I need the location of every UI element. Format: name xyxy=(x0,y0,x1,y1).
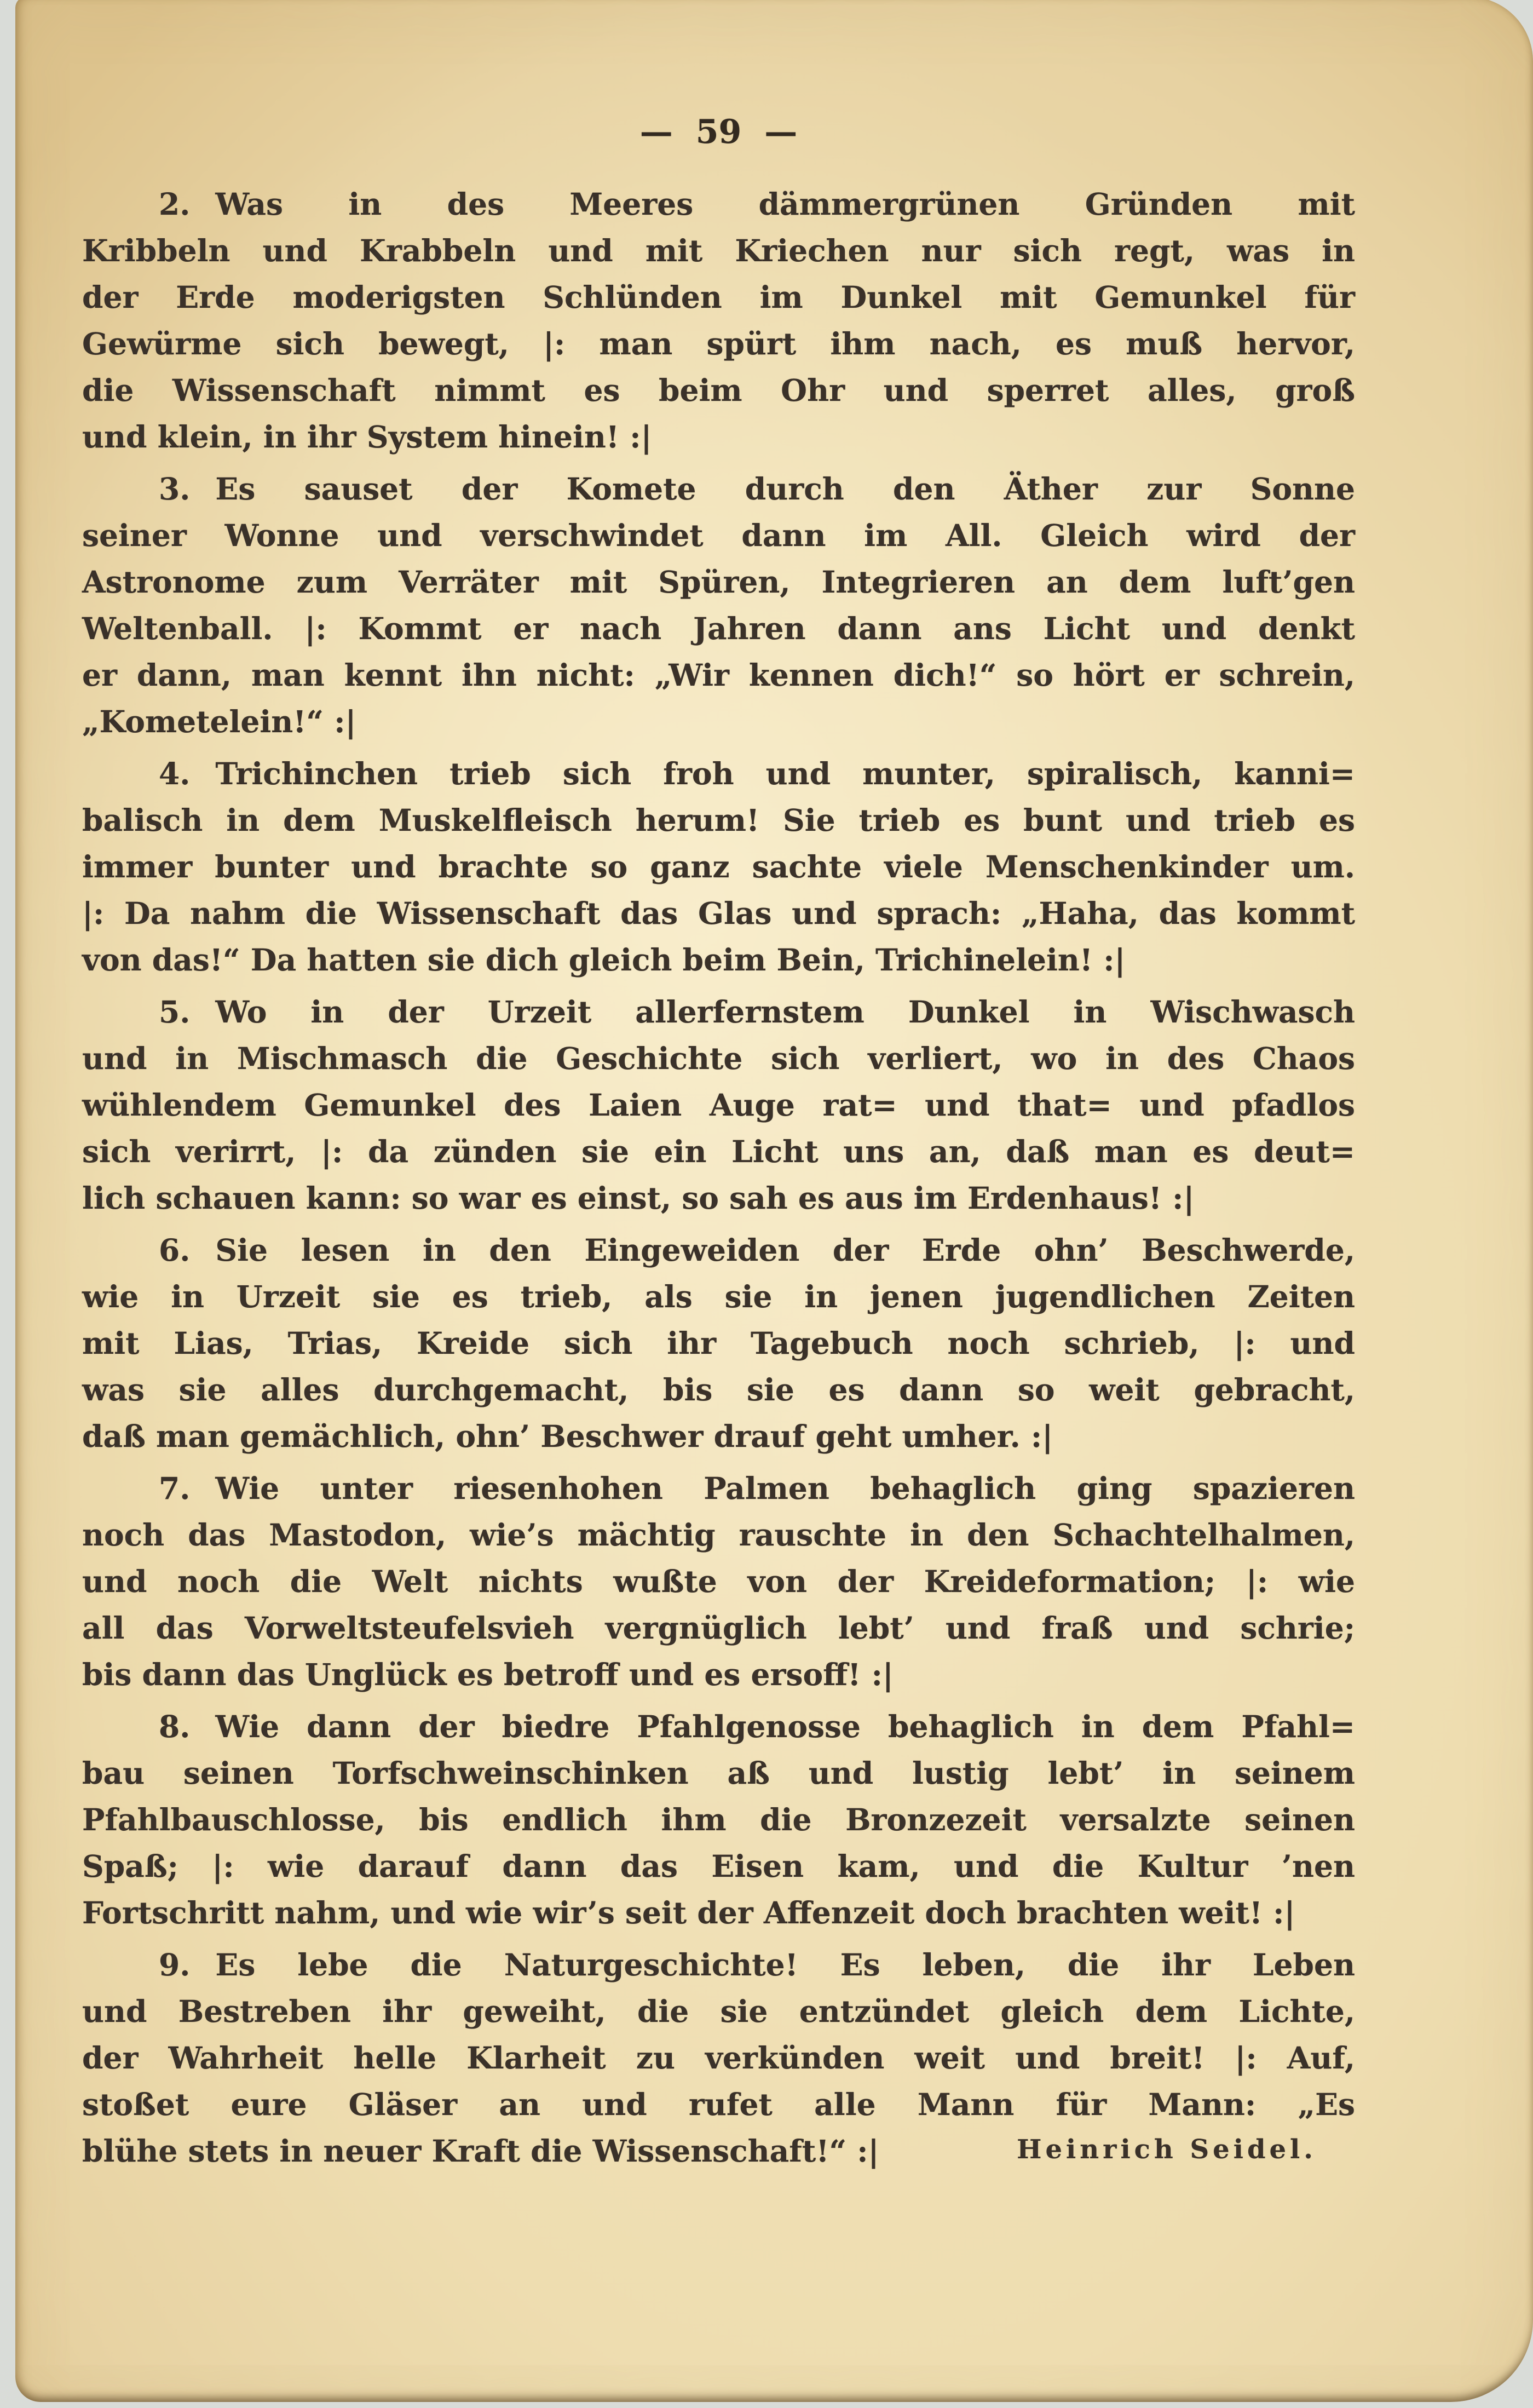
text-line xyxy=(82,1366,1355,1413)
text-line xyxy=(82,1413,1355,1459)
text-line xyxy=(82,181,1355,227)
line-text: sich verirrt, |: da zünden sie ein Licht uns an, daß man es deut= xyxy=(82,1134,1355,1169)
line-text: und in Mischmasch die Geschichte sich verliert, wo in des Chaos xyxy=(82,1041,1355,1076)
header-dash-right: — xyxy=(764,113,798,151)
line-text: blühe stets in neuer Kraft die Wissenschaft!“ :| xyxy=(82,2133,879,2169)
text-line xyxy=(82,2035,1355,2081)
line-text: „Kometelein!“ :| xyxy=(82,704,356,739)
stanza-number: 5. xyxy=(159,994,191,1030)
text-line xyxy=(82,1651,1355,1698)
text-line xyxy=(82,1941,1355,1988)
text-line xyxy=(82,936,1355,983)
line-text: mit Lias, Trias, Kreide sich ihr Tagebuch noch schrieb, |: und xyxy=(82,1325,1355,1361)
text-line xyxy=(82,320,1355,367)
line-text: und klein, in ihr System hinein! :| xyxy=(82,419,652,455)
line-text: all das Vorweltsteufelsvieh vergnüglich lebt’ und fraß und schrie; xyxy=(82,1610,1355,1646)
text-line xyxy=(82,1889,1355,1936)
text-line xyxy=(82,698,1355,745)
text-line xyxy=(82,274,1355,320)
line-text: der Wahrheit helle Klarheit zu verkünden weit und breit! |: Auf, xyxy=(82,2040,1355,2076)
line-text: Weltenball. |: Kommt er nach Jahren dann ans Licht und denkt xyxy=(82,611,1355,646)
text-line xyxy=(82,890,1355,936)
text-line xyxy=(82,559,1355,605)
stanza-number: 4. xyxy=(159,756,191,791)
text-line xyxy=(82,750,1355,797)
page-number-value: 59 xyxy=(695,113,742,151)
text-line xyxy=(82,1605,1355,1651)
stanza xyxy=(82,181,1355,460)
line-text: Astronome zum Verräter mit Spüren, Integrieren an dem luft’gen xyxy=(82,564,1355,600)
text-line xyxy=(82,843,1355,890)
line-text: Wie dann der biedre Pfahlgenosse behaglich in dem Pfahl= xyxy=(215,1709,1355,1744)
stanza-number: 2. xyxy=(159,186,191,222)
text-line xyxy=(82,1843,1355,1889)
text-line xyxy=(82,1465,1355,1512)
line-text: was sie alles durchgemacht, bis sie es dann so weit gebracht, xyxy=(82,1372,1355,1407)
stanza-number: 8. xyxy=(159,1709,191,1744)
line-text: balisch in dem Muskelfleisch herum! Sie trieb es bunt und trieb es xyxy=(82,802,1355,838)
text-line xyxy=(82,1988,1355,2035)
book-page xyxy=(15,0,1533,2402)
stanza xyxy=(82,1227,1355,1459)
line-text: Es sauset der Komete durch den Äther zur Sonne xyxy=(215,471,1355,507)
line-text: Wie unter riesenhohen Palmen behaglich ging spazieren xyxy=(215,1470,1355,1506)
text-line xyxy=(82,1128,1355,1175)
text-line xyxy=(82,1175,1355,1221)
text-line xyxy=(82,2081,1355,2128)
text-line xyxy=(82,1512,1355,1558)
text-line xyxy=(82,1558,1355,1605)
text-line xyxy=(82,1320,1355,1366)
header-dash-left: — xyxy=(639,113,673,151)
text-line xyxy=(82,797,1355,843)
text-line xyxy=(82,1273,1355,1320)
stanza xyxy=(82,1465,1355,1698)
line-text: die Wissenschaft nimmt es beim Ohr und sperret alles, groß xyxy=(82,372,1355,408)
text-line xyxy=(82,1703,1355,1750)
stanza-number: 6. xyxy=(159,1232,191,1268)
text-line xyxy=(82,413,1355,460)
line-text: daß man gemächlich, ohn’ Beschwer drauf geht umher. :| xyxy=(82,1418,1053,1454)
stanza xyxy=(82,1703,1355,1936)
line-text: Es lebe die Naturgeschichte! Es leben, die ihr Leben xyxy=(215,1947,1355,1982)
text-line xyxy=(82,2128,1355,2174)
line-text: er dann, man kennt ihn nicht: „Wir kennen dich!“ so hört er schrein, xyxy=(82,657,1355,693)
line-text: und noch die Welt nichts wußte von der Kreideformation; |: wie xyxy=(82,1564,1355,1599)
line-text: wühlendem Gemunkel des Laien Auge rat= und that= und pfadlos xyxy=(82,1087,1355,1123)
text-line xyxy=(82,1082,1355,1128)
line-text: und Bestreben ihr geweiht, die sie entzündet gleich dem Lichte, xyxy=(82,1993,1355,2029)
stanza-number: 3. xyxy=(159,471,191,507)
text-line xyxy=(82,1227,1355,1273)
stanza-number: 9. xyxy=(159,1947,191,1982)
line-text: Was in des Meeres dämmergrünen Gründen mit xyxy=(215,186,1355,222)
line-text: Gewürme sich bewegt, |: man spürt ihm nach, es muß hervor, xyxy=(82,326,1355,361)
line-text: Spaß; |: wie darauf dann das Eisen kam, und die Kultur ’nen xyxy=(82,1848,1355,1884)
text-line xyxy=(82,605,1355,652)
text-line xyxy=(82,1035,1355,1082)
line-text: seiner Wonne und verschwindet dann im All. Gleich wird der xyxy=(82,518,1355,553)
line-text: |: Da nahm die Wissenschaft das Glas und sprach: „Haha, das kommt xyxy=(82,895,1355,931)
line-text: der Erde moderigsten Schlünden im Dunkel mit Gemunkel für xyxy=(82,279,1355,315)
line-text: Sie lesen in den Eingeweiden der Erde ohn’ Beschwerde, xyxy=(215,1232,1355,1268)
line-text: immer bunter und brachte so ganz sachte viele Menschenkinder um. xyxy=(82,849,1355,884)
line-text: bau seinen Torfschweinschinken aß und lustig lebt’ in seinem xyxy=(82,1755,1355,1791)
stanza xyxy=(82,750,1355,983)
stanza-number: 7. xyxy=(159,1470,191,1506)
author-signature: Heinrich Seidel. xyxy=(1017,2134,1317,2165)
text-line xyxy=(82,989,1355,1035)
poem-text xyxy=(82,113,1355,2180)
text-line xyxy=(82,652,1355,698)
line-text: stoßet eure Gläser an und rufet alle Mann für Mann: „Es xyxy=(82,2087,1355,2122)
line-text: wie in Urzeit sie es trieb, als sie in jenen jugendlichen Zeiten xyxy=(82,1279,1355,1314)
line-text: Kribbeln und Krabbeln und mit Kriechen nur sich regt, was in xyxy=(82,233,1355,268)
text-line xyxy=(82,227,1355,274)
line-text: von das!“ Da hatten sie dich gleich beim Bein, Trichinelein! :| xyxy=(82,942,1126,978)
line-text: bis dann das Unglück es betroff und es ersoff! :| xyxy=(82,1657,894,1692)
line-text: noch das Mastodon, wie’s mächtig rauschte in den Schachtelhalmen, xyxy=(82,1517,1355,1553)
line-text: Trichinchen trieb sich froh und munter, spiralisch, kanni= xyxy=(215,756,1355,791)
line-text: Wo in der Urzeit allerfernstem Dunkel in Wischwasch xyxy=(215,994,1355,1030)
text-line xyxy=(82,512,1355,559)
stanza xyxy=(82,1941,1355,2174)
line-text: Fortschritt nahm, und wie wir’s seit der Affenzeit doch brachten weit! :| xyxy=(82,1895,1295,1930)
text-line xyxy=(82,465,1355,512)
stanza xyxy=(82,465,1355,745)
text-line xyxy=(82,1750,1355,1796)
page-number xyxy=(82,113,1355,151)
stanza xyxy=(82,989,1355,1221)
line-text: Pfahlbauschlosse, bis endlich ihm die Bronzezeit versalzte seinen xyxy=(82,1802,1355,1837)
line-text: lich schauen kann: so war es einst, so sah es aus im Erdenhaus! :| xyxy=(82,1180,1195,1216)
text-line xyxy=(82,1796,1355,1843)
text-line xyxy=(82,367,1355,413)
